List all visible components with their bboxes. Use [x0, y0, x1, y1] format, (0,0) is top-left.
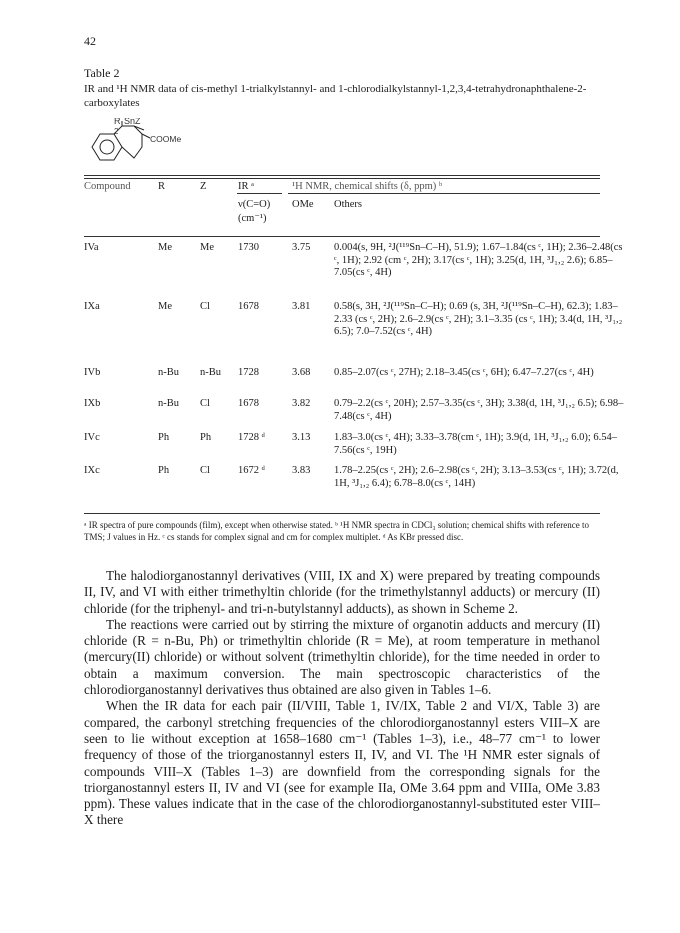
- row-ome: 3.68: [292, 367, 311, 378]
- body-paragraph: The halodiorganostannyl derivatives (VIII, IX and X) were prepared by treating compounds II, IV, and VI with either trimethyltin chloride (for the trimethylstannyl adducts) or mercury (II) chloride (for the triphenyl- and tri-n-butylstannyl adducts), as shown in Scheme 2.: [84, 568, 600, 616]
- row-z: Me: [200, 242, 214, 253]
- row-ir: 1672 ᵈ: [238, 465, 265, 476]
- row-others: 1.83–3.0(cs ᶜ, 4H); 3.33–3.78(cm ᶜ, 1H); 3.9(d, 1H, ³J₁,₂ 6.0); 6.54–7.56(cs ᶜ, 19H): [334, 432, 617, 456]
- row-z: Cl: [200, 398, 210, 409]
- row-compound: IVa: [84, 242, 99, 253]
- row-ome: 3.83: [292, 465, 311, 476]
- row-others: 0.004(s, 9H, ²J(¹¹⁹Sn–C–H), 51.9); 1.67–1.84(cs ᶜ, 1H); 2.36–2.48(cs ᶜ, 1H); 2.92 (cm ᶜ, 2H); 3.17(cs ᶜ, 1H); 3.25(d, 1H, ³J₁,₂ 2.6); 6.85–7.05(cs ᶜ, 4H): [334, 242, 623, 278]
- structure-label-snz: SnZ: [124, 118, 141, 126]
- body-paragraph: When the IR data for each pair (II/VIII, Table 1, IV/IX, Table 2 and VI/X, Table 3) are compared, the carbonyl stretching frequencies of the chlorodiorganostannyl esters VIII–X are seen to lie without exception at 1658–1680 cm⁻¹ (Tables 1–3), i.e., 48–77 cm⁻¹ to lower frequency of those of the triorganostannyl esters II, IV, and VI. The ¹H NMR ester signals of compounds VIII–X (Tables 1–3) are downfield from the corresponding signals for the triorganostannyl esters II, IV and VI (see for example IIa, OMe 3.64 ppm and VIIIa, OMe 3.83 ppm). These values indicate that in the case of the chlorodiorganostannyl-substituted ester VIII–X there: [84, 698, 600, 828]
- header-unit: (cm⁻¹): [238, 213, 267, 224]
- header-ir: IR ᵃ: [238, 181, 254, 192]
- table-bottom-rule: [84, 513, 600, 514]
- row-z: Ph: [200, 432, 212, 443]
- row-r: Me: [158, 301, 172, 312]
- row-ir: 1728: [238, 367, 259, 378]
- row-r: Ph: [158, 432, 170, 443]
- table-label: Table 2: [84, 66, 120, 80]
- body-text: [84, 568, 600, 829]
- header-bottom-rule: [84, 236, 600, 237]
- row-ir: 1678: [238, 301, 259, 312]
- row-ir: 1730: [238, 242, 259, 253]
- row-r: n-Bu: [158, 367, 179, 378]
- table-top-rule-double: [84, 178, 600, 179]
- row-compound: IXc: [84, 465, 100, 476]
- row-ome: 3.75: [292, 242, 311, 253]
- row-r: Me: [158, 242, 172, 253]
- structure-label-coome: COOMe: [150, 134, 182, 144]
- row-others: 0.85–2.07(cs ᶜ, 27H); 2.18–3.45(cs ᶜ, 6H); 6.47–7.27(cs ᶜ, 4H): [334, 367, 594, 378]
- table-top-rule: [84, 175, 600, 176]
- table-caption: IR and ¹H NMR data of cis-methyl 1-trialkylstannyl- and 1-chlorodialkylstannyl-1,2,3,4-tetrahydronaphthalene-2-carboxylates: [84, 83, 587, 109]
- row-ir: 1678: [238, 398, 259, 409]
- row-ome: 3.81: [292, 301, 311, 312]
- page-number: 42: [84, 34, 96, 48]
- header-others: Others: [334, 199, 362, 210]
- row-compound: IXb: [84, 398, 101, 409]
- header-compound: Compound: [84, 181, 131, 192]
- nmr-sub-rule: [288, 193, 600, 194]
- row-compound: IVb: [84, 367, 101, 378]
- row-others: 0.58(s, 3H, ²J(¹¹⁹Sn–C–H); 0.69 (s, 3H, ²J(¹¹⁹Sn–C–H), 62.3); 1.83–2.33 (cs ᶜ, 2H); 2.6–2.9(cs ᶜ, 2H); 3.1–3.35 (cs ᶜ, 1H); 3.4(d, 1H, ³J₁,₂ 6.5); 7.0–7.52(cs ᶜ, 4H): [334, 301, 623, 337]
- table-footnote: ᵃ IR spectra of pure compounds (film), except when otherwise stated. ᵇ ¹H NMR spectra in CDCl₃ solution; chemical shifts with reference to TMS; J values in Hz. ᶜ cs stands for complex signal and cm for complex multiplet. ᵈ As KBr pressed disc.: [84, 520, 589, 542]
- row-others: 0.79–2.2(cs ᶜ, 20H); 2.57–3.35(cs ᶜ, 3H); 3.38(d, 1H, ³J₁,₂ 6.5); 6.98–7.48(cs ᶜ, 4H): [334, 398, 624, 422]
- row-compound: IVc: [84, 432, 100, 443]
- row-r: Ph: [158, 465, 170, 476]
- row-r: n-Bu: [158, 398, 179, 409]
- row-ome: 3.82: [292, 398, 311, 409]
- header-z: Z: [200, 181, 207, 192]
- body-paragraph: The reactions were carried out by stirring the mixture of organotin adducts and mercury (II) chloride (R = n-Bu, Ph) or trimethyltin chloride (R = Me), at room temperature in methanol (mercury(II) chloride) or without solvent (trimethyltin chloride), for the time needed in order to obtain a maximum conversion. The main spectroscopic characteristics of the chlorodiorganostannyl derivatives thus obtained are also given in Tables 1–6.: [84, 616, 600, 698]
- row-others: 1.78–2.25(cs ᶜ, 2H); 2.6–2.98(cs ᶜ, 2H); 3.13–3.53(cs ᶜ, 1H); 3.72(d, 1H, ³J₁,₂ 6.4); 6.78–8.0(cs ᶜ, 14H): [334, 465, 619, 489]
- structure-label-r: R: [114, 118, 121, 126]
- header-r: R: [158, 181, 166, 192]
- ir-sub-rule: [237, 193, 282, 194]
- header-nu-co: ν(C=O): [238, 199, 271, 210]
- row-compound: IXa: [84, 301, 100, 312]
- row-z: n-Bu: [200, 367, 221, 378]
- row-ir: 1728 ᵈ: [238, 432, 265, 443]
- tetrahydronaphthalene-structure: [84, 118, 204, 166]
- header-nmr: ¹H NMR, chemical shifts (δ, ppm) ᵇ: [292, 181, 443, 192]
- row-ome: 3.13: [292, 432, 311, 443]
- row-z: Cl: [200, 465, 210, 476]
- structure-label-2: 2: [114, 127, 119, 136]
- row-z: Cl: [200, 301, 210, 312]
- header-ome: OMe: [292, 199, 314, 210]
